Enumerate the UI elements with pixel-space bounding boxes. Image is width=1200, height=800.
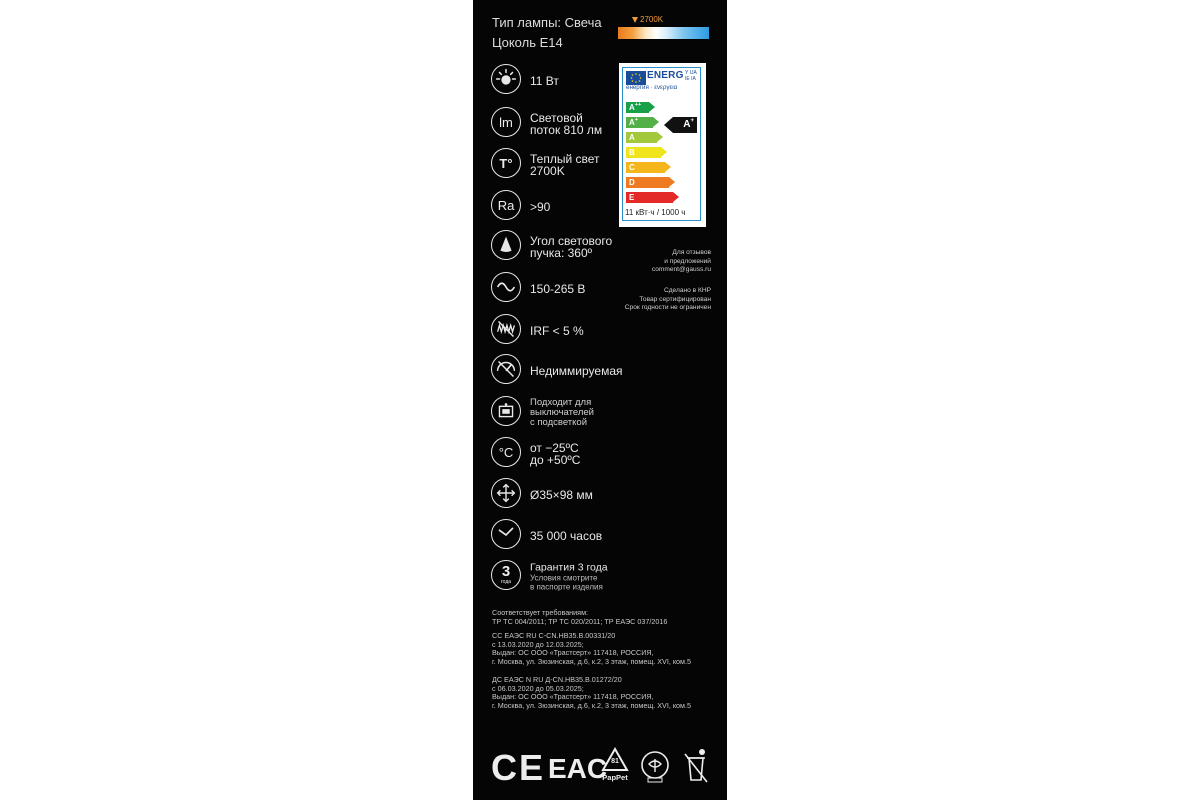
feature-text: 35 000 часов: [530, 529, 603, 543]
eac-mark: EAC: [548, 753, 608, 784]
recycle-icon: 81 PapPet: [600, 746, 630, 786]
feature-luminous-flux: [491, 107, 621, 141]
feature-operating-temp: [491, 437, 621, 471]
compliance-text: Соответствует требованиям: ТР ТС 004/2011; ТР ТС 020/2011; ТР ЕАЭС 037/2016: [492, 608, 668, 626]
energy-label-suffix: Y IJA IE IA: [685, 70, 697, 82]
color-temp-scale: [618, 27, 709, 39]
feature-warranty: [491, 560, 621, 594]
energy-class-b: B: [626, 147, 661, 158]
temperature-icon: T°: [491, 148, 521, 178]
feature-text: от −25ºC до +50ºC: [530, 441, 581, 467]
energy-class-e: E: [626, 192, 673, 203]
feature-color-rendering: [491, 190, 621, 224]
feature-dimming: [491, 354, 621, 388]
bulb-icon: [491, 64, 521, 94]
feature-text: Ø35×98 мм: [530, 488, 593, 502]
energy-label-subtitle: енергия · ενεργεια: [626, 84, 678, 91]
color-temp-marker: 2700K: [632, 15, 663, 24]
energy-class-app: A++: [626, 102, 649, 113]
feature-voltage: [491, 272, 621, 306]
ripple-icon: [491, 314, 521, 344]
celsius-icon: °C: [491, 437, 521, 467]
feature-text: Подходит для выключателей с подсветкой: [530, 397, 594, 428]
marker-triangle-icon: [632, 17, 638, 23]
ce-mark: CE: [491, 747, 546, 788]
feature-color-temp: [491, 148, 621, 182]
feature-text: Недиммируемая: [530, 364, 623, 378]
quality-seal-icon: [639, 750, 671, 784]
energy-label-title: ENERG: [647, 70, 684, 81]
certificate-1: СС ЕАЭС RU С-CN.НВ35.В.00331/20 с 13.03.2020 до 12.03.2025; Выдан: ОС ООО «Трастсерт» 117418, РОССИЯ, г. Москва, ул. Зюзинская, д.6, к.2, 3 этаж, помещ. XVI, ком.5: [492, 631, 691, 666]
lumen-icon: lm: [491, 107, 521, 137]
voltage-wave-icon: [491, 272, 521, 302]
beam-angle-icon: [491, 230, 521, 260]
warranty-icon: 3 года: [491, 560, 521, 590]
switch-icon: [491, 396, 521, 426]
feature-text: 11 Вт: [530, 74, 559, 88]
product-spec-panel: [473, 0, 727, 800]
feature-text: IRF < 5 %: [530, 324, 584, 338]
feature-ripple: [491, 314, 621, 348]
feature-beam-angle: [491, 230, 621, 264]
feature-text: Теплый свет 2700K: [530, 152, 600, 178]
feature-text: >90: [530, 200, 551, 214]
feature-dimensions: [491, 478, 621, 512]
weee-bin-icon: [681, 748, 711, 784]
energy-class-a: A: [626, 132, 657, 143]
contact-note: Для отзывов и предложений comment@gauss.ru: [651, 249, 711, 273]
energy-class-c: C: [626, 162, 665, 173]
energy-label-frame: [622, 67, 701, 221]
energy-consumption: 11 кВт·ч / 1000 ч: [625, 208, 686, 217]
feature-text: 150-265 В: [530, 282, 586, 296]
dimensions-icon: [491, 478, 521, 508]
feature-power: [491, 64, 621, 98]
color-rendering-icon: Ra: [491, 190, 521, 220]
feature-text: Световой поток 810 лм: [530, 111, 603, 137]
dimmer-icon: [491, 354, 521, 384]
energy-class-ap: A+: [626, 117, 653, 128]
energy-label: [619, 63, 706, 227]
certificate-2: ДС ЕАЭС N RU Д-CN.НВ35.В.01272/20 с 06.03.2020 до 05.03.2025; Выдан: ОС ООО «Трастсерт» 117418, РОССИЯ, г. Москва, ул. Зюзинская, д.6, к.2, 3 этаж, помещ. XVI, ком.5: [492, 675, 691, 710]
clock-icon: [491, 519, 521, 549]
lamp-base: Цоколь E14: [492, 35, 563, 50]
feature-lifetime: [491, 519, 621, 553]
eu-flag-icon: [626, 71, 646, 85]
lamp-type: Тип лампы: Свеча: [492, 15, 602, 30]
feature-text: Гарантия 3 года Условия смотрите в паспорте изделия: [530, 561, 608, 592]
energy-rating-arrow: A+: [673, 117, 697, 133]
origin-note: Сделано в КНР Товар сертифицирован Срок годности не ограничен: [624, 287, 711, 311]
feature-text: Угол светового пучка: 360º: [530, 234, 613, 260]
feature-switch: [491, 396, 621, 430]
energy-class-d: D: [626, 177, 669, 188]
